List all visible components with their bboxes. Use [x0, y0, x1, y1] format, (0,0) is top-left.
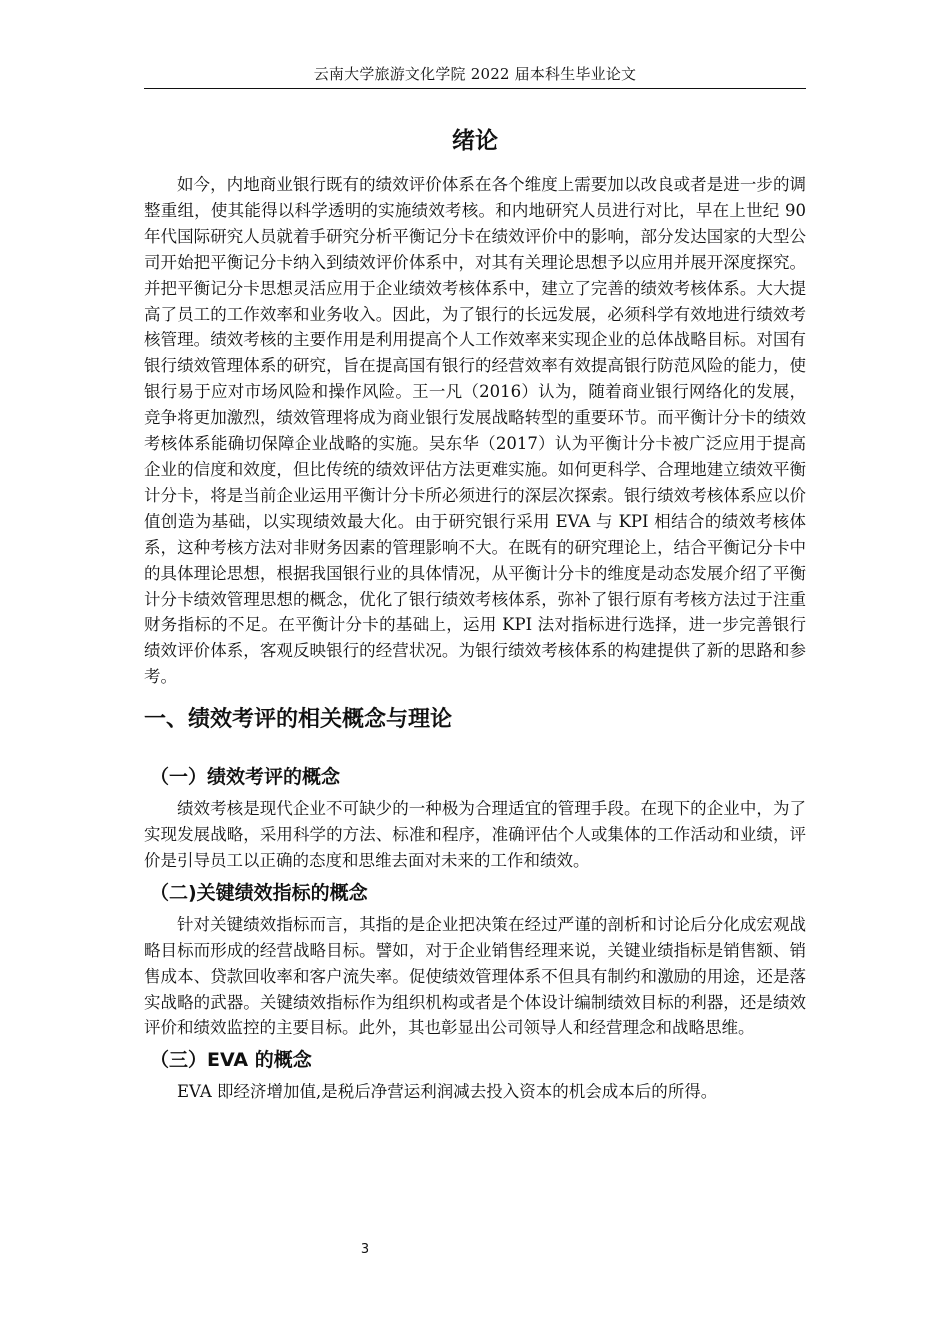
running-header: 云南大学旅游文化学院 2022 届本科生毕业论文: [313, 65, 637, 83]
page-number: 3: [360, 1242, 370, 1257]
subsection-title-eva: （三）EVA 的概念: [150, 1049, 312, 1072]
chapter-title: 绪论: [452, 128, 498, 154]
subsection-paragraph-eva: EVA 即经济增加值,是税后净营运利润减去投入资本的机会成本后的所得。: [177, 1082, 718, 1102]
intro-paragraph: 如今，内地商业银行既有的绩效评价体系在各个维度上需要加以改良或者是进一步的调整重组，使其能得以科学透明的实施绩效考核。和内地研究人员进行对比，早在上世纪 90 年代国际研究人员就着手研究分析平衡记分卡在绩效评价中的影响，部分发达国家的大型公司开始把平衡记分卡纳入到绩效评价体系中，对其有关理论思想予以应用并展开深度探究。并把平衡记分卡思想灵活应用于企业绩效考核体系中，建立了完善的绩效考核体系。大大提高了员工的工作效率和业务收入。因此，为了银行的长远发展，必须科学有效地进行绩效考核管理。绩效考核的主要作用是利用提高个人工作效率来实现企业的总体战略目标。对国有银行绩效管理体系的研究，旨在提高国有银行的经营效率有效提高银行防范风险的能力，使银行易于应对市场风险和操作风险。王一凡（2016）认为，随着商业银行网络化的发展，竞争将更加激烈，绩效管理将成为商业银行发展战略转型的重要环节。而平衡计分卡的绩效考核体系能确切保障企业战略的实施。吴东华（2017）认为平衡计分卡被广泛应用于提高企业的信度和效度，但比传统的绩效评估方法更难实施。如何更科学、合理地建立绩效平衡计分卡，将是当前企业运用平衡计分卡所必须进行的深层次探索。银行绩效考核体系应以价值创造为基础，以实现绩效最大化。由于研究银行采用 EVA 与 KPI 相结合的绩效考核体系，这种考核方法对非财务因素的管理影响不大。在既有的研究理论上，结合平衡记分卡中的具体理论思想，根据我国银行业的具体情况，从平衡计分卡的维度是动态发展介绍了平衡计分卡绩效管理思想的概念，优化了银行绩效考核体系，弥补了银行原有考核方法过于注重财务指标的不足。在平衡计分卡的基础上，运用 KPI 法对指标进行选择，进一步完善银行绩效评价体系，客观反映银行的经营状况。为银行绩效考核体系的构建提供了新的思路和参考。: [144, 175, 806, 687]
subsection-title-kpi: （二)关键绩效指标的概念: [150, 881, 368, 904]
section-title: 一、绩效考评的相关概念与理论: [144, 707, 453, 733]
subsection-paragraph-kpi: 针对关键绩效指标而言，其指的是企业把决策在经过严谨的剖析和讨论后分化成宏观战略目标而形成的经营战略目标。譬如，对于企业销售经理来说，关键业绩指标是销售额、销售成本、贷款回收率和客户流失率。促使绩效管理体系不但具有制约和激励的用途，还是落实战略的武器。关键绩效指标作为组织机构或者是个体设计编制绩效目标的利器，还是绩效评价和绩效监控的主要目标。此外，其也彰显出公司领导人和经营理念和战略思维。: [144, 914, 806, 1038]
subsection-title-performance-evaluation: （一）绩效考评的概念: [150, 766, 341, 789]
subsection-paragraph-performance-evaluation: 绩效考核是现代企业不可缺少的一种极为合理适宜的管理手段。在现下的企业中，为了实现发展战略，采用科学的方法、标准和程序，准确评估个人或集体的工作活动和业绩，评价是引导员工以正确的态度和思维去面对未来的工作和绩效。: [144, 799, 806, 870]
page-content: [144, 122, 806, 1105]
header-rule: [144, 88, 806, 89]
